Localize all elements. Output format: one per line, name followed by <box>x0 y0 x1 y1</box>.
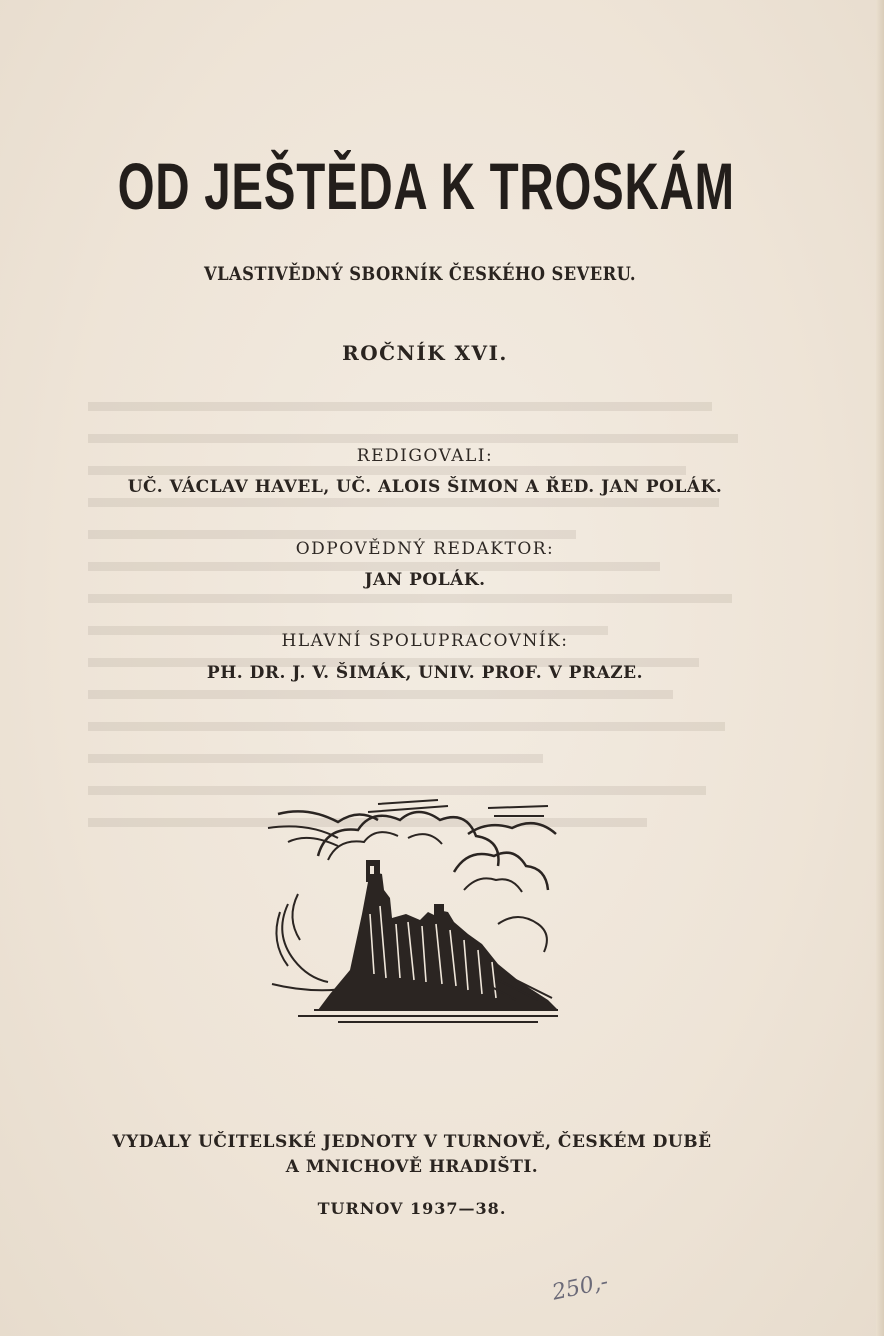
bleed-through-text <box>88 380 738 1180</box>
book-title: OD JEŠTĚDA K TROSKÁM <box>117 149 735 223</box>
publisher-line-2: A MNICHOVĚ HRADIŠTI. <box>285 1157 539 1177</box>
responsible-editor-label: ODPOVĚDNÝ REDAKTOR: <box>295 539 555 559</box>
volume-number: ROČNÍK XVI. <box>342 341 508 365</box>
book-subtitle: VLASTIVĚDNÝ SBORNÍK ČESKÉHO SEVERU. <box>204 263 636 285</box>
handwritten-price-note: 250,- <box>550 1269 611 1306</box>
responsible-editor-name: JAN POLÁK. <box>364 570 486 590</box>
publisher-line-1: VYDALY UČITELSKÉ JEDNOTY V TURNOVĚ, ČESKÉM DUBĚ <box>112 1132 712 1152</box>
main-contributor-name: PH. DR. J. V. ŠIMÁK, UNIV. PROF. V PRAZE. <box>206 663 644 683</box>
castle-ruins-woodcut-illustration <box>258 794 570 1026</box>
place-and-year: TURNOV 1937—38. <box>317 1199 507 1218</box>
page-edge <box>876 0 884 1336</box>
main-contributor-label: HLAVNÍ SPOLUPRACOVNÍK: <box>281 631 569 651</box>
editors-names: UČ. VÁCLAV HAVEL, UČ. ALOIS ŠIMON A ŘED. JAN POLÁK. <box>127 477 723 497</box>
editors-label: REDIGOVALI: <box>356 446 494 466</box>
